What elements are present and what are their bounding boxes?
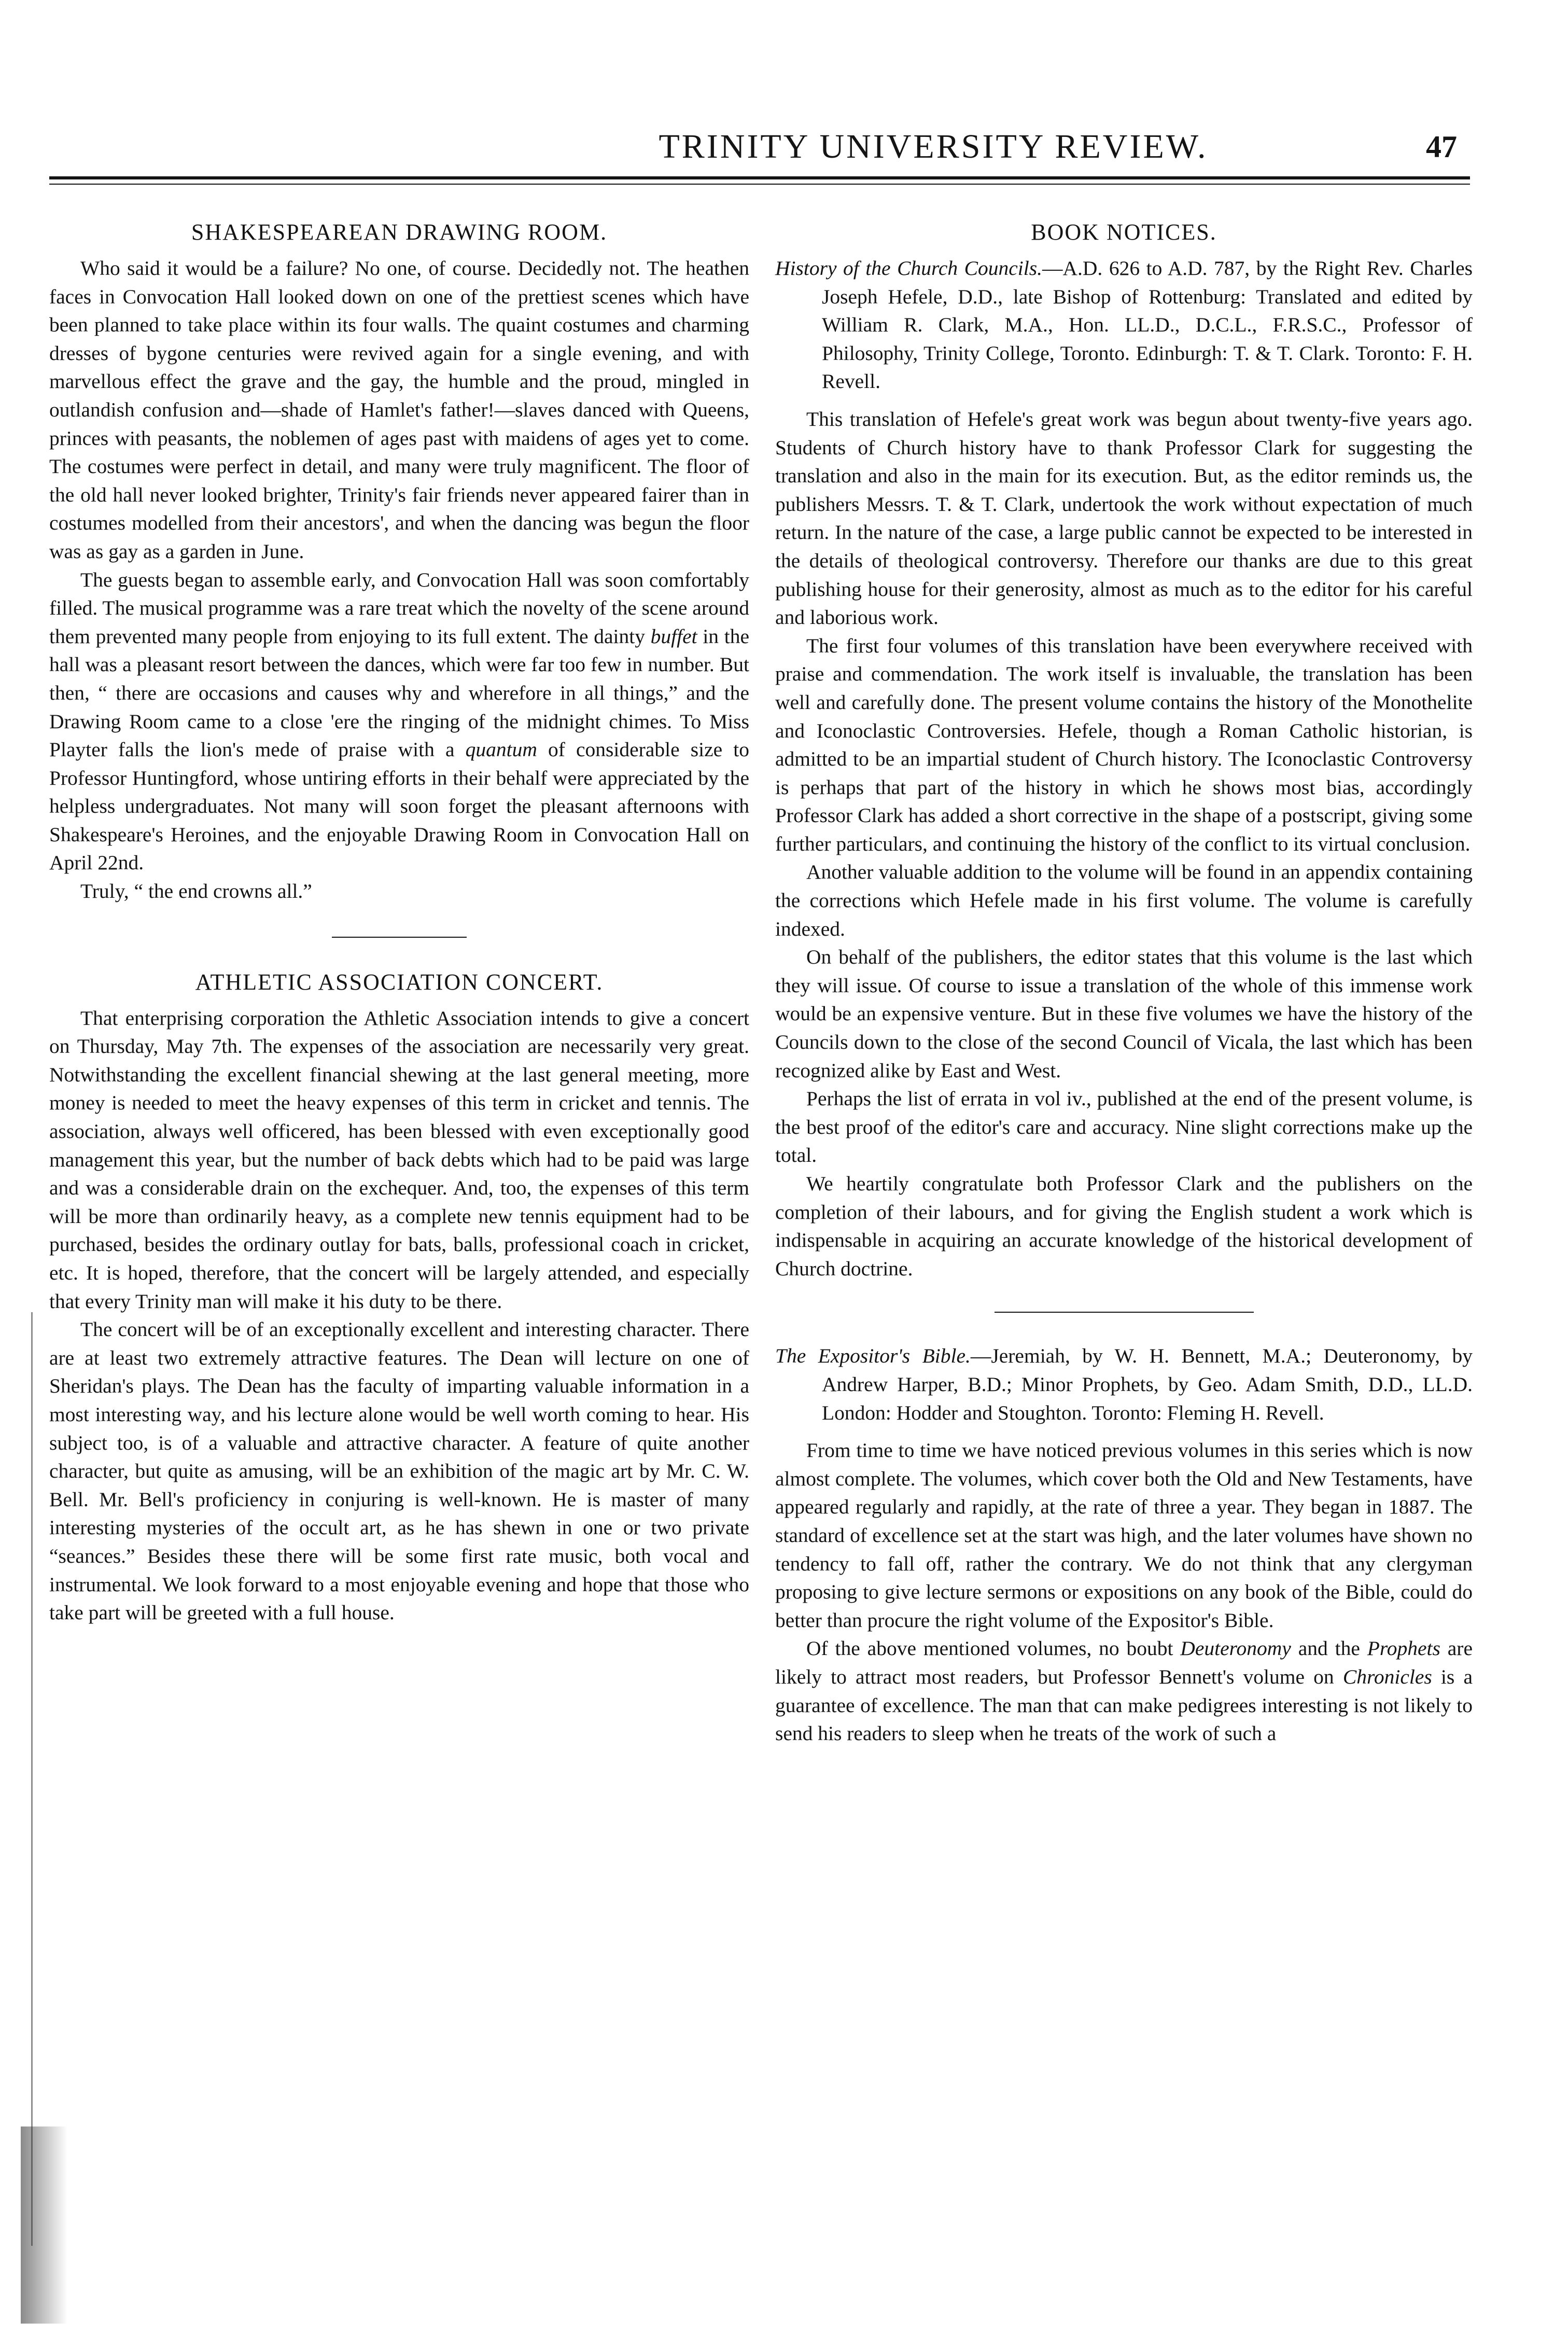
notice1-paragraph-4: On behalf of the publishers, the editor states that this volume is the last which they will issue. Of course to issue a translation of the whole of this immense work would be an expensive venture. But in these five volumes we have the history of the Councils down to the close of the second Council of Vicala, the last which has been recognized alike by East and West. — [775, 946, 1473, 1082]
drawing-room-p2-text-c: in the hall was a pleasant resort between the dances, which were far too few in number. But then, “ there are occasions and causes why and wherefore in all things,” and the Drawing Room came to a close 'ere the ringing of the midnight chimes. To Miss Playter falls the lion's mede of praise with a — [49, 624, 749, 761]
binding-edge-line — [31, 1312, 33, 2246]
page-header-title: TRINITY UNIVERSITY REVIEW. — [659, 128, 1208, 165]
drawing-room-closing: Truly, “ the end crowns all.” — [80, 880, 312, 903]
notice1-paragraph-6: We heartily congratulate both Professor Clark and the publishers on the completion of their labours, and for giving the English student a work which is indispensable in acquiring an accurate knowledge of the historical development of Church doctrine. — [775, 1172, 1473, 1280]
header-rule-thin — [49, 184, 1470, 185]
right-column — [775, 217, 1473, 1748]
drawing-room-p2-buffet: buffet — [650, 624, 697, 648]
notice1-cite-rest: —A.D. 626 to A.D. 787, by the Right Rev. Charles Joseph Hefele, D.D., late Bishop of Rottenburg: Translated and edited by William R. Clark, M.A., Hon. LL.D., D.C.L., F.R.S.C., Professor of Philosophy, Trinity College, Toronto. Edinburgh: T. & T. Clark. Toronto: F. H. Revell. — [822, 257, 1473, 393]
page-corner-shadow — [21, 2126, 67, 2324]
drawing-room-title: SHAKESPEAREAN DRAWING ROOM. — [191, 219, 608, 245]
notice1-paragraph-1: This translation of Hefele's great work was begun about twenty-five years ago. Students of Church history have to thank Professor Clark for suggesting the translation and also in the main for its execution. But, as the editor reminds us, the publishers Messrs. T. & T. Clark, undertook the work without expectation of much return. In the nature of the case, a large public cannot be expected to be interested in the details of theological controversy. Therefore our thanks are due to this great publishing house for their generosity, almost as much as to the editor for his careful and laborious work. — [775, 407, 1473, 629]
concert-title: ATHLETIC ASSOCIATION CONCERT. — [195, 969, 604, 995]
page-number: 47 — [1426, 130, 1457, 164]
notice2-p2-e: are likely to attract most readers, but Professor Bennett's volume on — [775, 1637, 1473, 1688]
notice2-p2-g: is a guarantee of excellence. The man that can make pedigrees interesting is not likely to send his readers to sleep when he treats of the work of such a — [775, 1665, 1473, 1745]
notice2-paragraph-1: From time to time we have noticed previous volumes in this series which is now almost complete. The volumes, which cover both the Old and New Testaments, have appeared regularly and rapidly, at the rate of three a year. They began in 1887. The standard of excellence set at the start was high, and the later volumes have shown no tendency to fall off, rather the contrary. We do not think that any clergyman proposing to give lecture sermons or expositions on any book of the Bible, could do better than procure the right volume of the Expositor's Bible. — [775, 1439, 1473, 1632]
notice2-p2-chronicles: Chronicles — [1342, 1665, 1432, 1688]
drawing-room-paragraph-2 — [49, 566, 749, 878]
notice2-cite-title: The Expositor's Bible. — [775, 1344, 971, 1368]
notice1-paragraph-2: The first four volumes of this translation have been everywhere received with praise and commendation. The work itself is invaluable, the translation has been well and carefully done. The present volume contains the history of the Monothelite and Iconoclastic Controversies. Hefele, though a Roman Catholic historian, is admitted to be an impartial student of Church history. The Iconoclastic Controversy is perhaps that part of the history in which he shows most bias, accordingly Professor Clark has added a short corrective in the shape of a postscript, giving some further particulars, and continuing the history of the conflict to its virtual conclusion. — [775, 634, 1473, 855]
concert-paragraph-1: That enterprising corporation the Athletic Association intends to give a concert on Thursday, May 7th. The expenses of the association are necessarily very great. Notwithstanding the excellent financial shewing at the last general meeting, more money is needed to meet the heavy expenses of this term in cricket and tennis. The association, always well officered, has been blessed with even exceptionally good management this year, but the number of back debts which had to be paid was large and was a considerable drain on the exchequer. And, too, the expenses of this term will be more than ordinarily heavy, as a complete new tennis equipment had to be purchased, besides the ordinary outlay for bats, balls, professional coach in cricket, etc. It is hoped, therefore, that the concert will be largely attended, and especially that every Trinity man will make it his duty to be there. — [49, 1006, 749, 1313]
notice1-paragraph-5: Perhaps the list of errata in vol iv., published at the end of the present volume, is the best proof of the editor's care and accuracy. Nine slight corrections make up the total. — [775, 1087, 1473, 1167]
notice2-p2-prophets: Prophets — [1367, 1637, 1440, 1660]
notice1-cite-title: History of the Church Councils. — [775, 257, 1042, 280]
drawing-room-p2-quantum: quantum — [465, 738, 537, 761]
book-notices-title: BOOK NOTICES. — [1031, 219, 1217, 245]
header-rule-thick — [49, 176, 1470, 179]
notice2-p2-deuteronomy: Deuteronomy — [1180, 1637, 1291, 1660]
notice2-p2-a: Of the above mentioned volumes, no boubt — [806, 1637, 1181, 1660]
notice2-cite-rest: —Jeremiah, by W. H. Bennett, M.A.; Deuteronomy, by Andrew Harper, B.D.; Minor Prophets, by Geo. Adam Smith, D.D., LL.D. London: Hodder and Stoughton. Toronto: Fleming H. Revell. — [822, 1344, 1473, 1424]
notice2-paragraph-2 — [775, 1634, 1473, 1747]
concert-paragraph-2: The concert will be of an exceptionally excellent and interesting character. There are at least two extremely attractive features. The Dean will lecture on one of Sheridan's plays. The Dean has the faculty of imparting valuable information in a most interesting way, and his lecture alone would be well worth coming to hear. His subject too, is of a valuable and attractive character. A feature of quite another character, but quite as amusing, will be an exhibition of the magic art by Mr. C. W. Bell. Mr. Bell's proficiency in conjuring is well-known. He is master of many interesting mysteries of the occult art, as he has shewn in one or two private “seances.” Besides these there will be some first rate music, both vocal and instrumental. We look forward to a most enjoyable evening and hope that those who take part will be greeted with a full house. — [49, 1318, 749, 1624]
notice2-citation — [775, 1342, 1473, 1427]
left-column — [49, 217, 749, 1627]
drawing-room-p2-text-a: The guests began to assemble early, and Convocation Hall was soon comfortably filled. The musical programme was a rare treat which the novelty of the scene around them prevented many people from enjoying to its full extent. The dainty — [49, 568, 749, 648]
notice-separator — [995, 1312, 1254, 1313]
notice2-p2-c: and the — [1291, 1637, 1367, 1660]
section-separator — [332, 937, 467, 938]
drawing-room-paragraph-1: Who said it would be a failure? No one, of course. Decidedly not. The heathen faces in Convocation Hall looked down on one of the prettiest scenes which have been planned to take place within its four walls. The quaint costumes and charming dresses of bygone centuries were revived again for a single evening, and with marvellous effect the grave and the gay, the humble and the proud, mingled in outlandish confusion and—shade of Hamlet's father!—slaves danced with Queens, princes with peasants, the noblemen of ages past with maidens of ages yet to come. The costumes were perfect in detail, and many were truly magnificent. The floor of the old hall never looked brighter, Trinity's fair friends never appeared fairer than in costumes modelled from their ancestors', and when the dancing was begun the floor was as gay as a garden in June. — [49, 257, 749, 563]
drawing-room-p2-text-e: of considerable size to Professor Huntingford, whose untiring efforts in their behalf were appreciated by the helpless undergraduates. Not many will soon forget the pleasant afternoons with Shakespeare's Heroines, and the enjoyable Drawing Room in Convocation Hall on April 22nd. — [49, 738, 749, 874]
notice1-paragraph-3: Another valuable addition to the volume will be found in an appendix containing the corrections which Hefele made in his first volume. The volume is carefully indexed. — [775, 860, 1473, 940]
notice1-citation — [775, 254, 1473, 396]
